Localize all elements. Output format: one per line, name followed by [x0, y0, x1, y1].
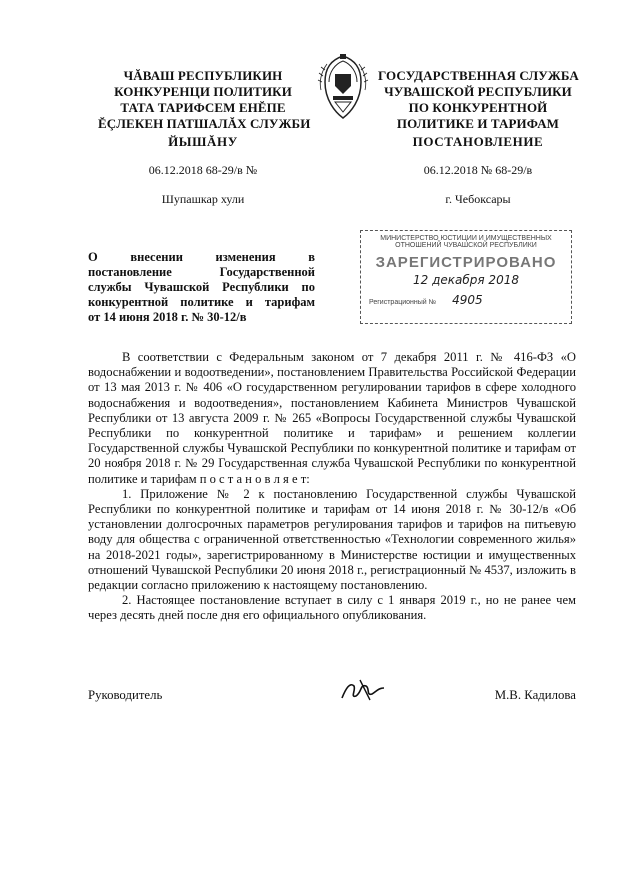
subject-line: постановление Государственной: [88, 265, 315, 279]
subject-line: от 14 июня 2018 г. № 30-12/в: [88, 310, 247, 324]
subject-line: службы Чувашской Республики по: [88, 280, 315, 294]
stamp-reg-number: 4905: [452, 293, 483, 307]
stamp-line: ОТНОШЕНИЙ ЧУВАШСКОЙ РЕСПУБЛИКИ: [395, 242, 537, 249]
stamp-date: 12 декабря 2018: [413, 273, 519, 287]
header-left-line: КОНКУРЕНЦИ ПОЛИТИКИ: [114, 84, 292, 99]
stamp-title: ЗАРЕГИСТРИРОВАНО: [375, 254, 557, 271]
header-left-line: ЧĂВАШ РЕСПУБЛИКИН: [123, 68, 283, 83]
chuvash-emblem: [313, 52, 373, 122]
date-number-right: 06.12.2018 № 68-29/в: [423, 163, 533, 177]
header-right-line: ПОЛИТИКЕ И ТАРИФАМ: [396, 116, 560, 131]
header-left: [98, 68, 311, 132]
doc-type-left: ЙЫШĂНУ: [168, 134, 238, 149]
paragraph: 2. Настоящее постановление вступает в силу с 1 января 2019 г., но не ранее чем через десять дней после дня его официального опубликования.: [88, 593, 576, 623]
stamp-line: МИНИСТЕРСТВО ЮСТИЦИИ И ИМУЩЕСТВЕННЫХ: [380, 235, 552, 242]
header-left-line: ĔÇЛЕКЕН ПАТШАЛĂХ СЛУЖБИ: [98, 116, 311, 131]
paragraph: В соответствии с Федеральным законом от 7 декабря 2011 г. № 416-ФЗ «О водоснабжении и водоотведении», постановлением Правительства Российской Федерации от 13 мая 2013 г. № 406 «О государственном регулировании тарифов в сфере холодного водоснабжения и водоотведения», постановлением Кабинета Министров Чувашской Республики от 13 августа 2009 г. № 265 «Вопросы Государственной службы Чувашской Республики по конкурентной политике и тарифам» и решением коллегии Государственной службы Чувашской Республики по конкурентной политике и тарифам от 20 ноября 2018 г. № 29 Государственная служба Чувашской Республики по конкурентной политике и тарифам п о с т а н о в л я е т:: [88, 350, 576, 486]
document-body: [88, 350, 576, 624]
subject-line: конкурентной политике и тарифам: [88, 295, 315, 309]
registration-stamp: [360, 230, 572, 324]
signature-mark: [336, 676, 396, 704]
emblem-icon: [313, 52, 373, 122]
signature-scribble-icon: [336, 676, 396, 704]
paragraph: 1. Приложение № 2 к постановлению Государственной службы Чувашской Республики по конкурентной политике и тарифам от 14 июня 2018 г. № 30-12/в «Об установлении долгосрочных параметров регулирования тарифов и тарифов на питьевую воду для общества с ограниченной ответственностью «Технологии современного жилья» на 2018-2021 годы», зарегистрированному в Министерстве юстиции и имущественных отношений Чувашской Республики 20 июня 2018 г., регистрационный № 4537, изложить в редакции согласно приложению к настоящему постановлению.: [88, 486, 576, 593]
signature-name: М.В. Кадилова: [494, 688, 576, 702]
city-right: г. Чебоксары: [445, 192, 511, 206]
city-left: Шупашкар хули: [161, 192, 245, 206]
header-right-line: ЧУВАШСКОЙ РЕСПУБЛИКИ: [384, 84, 572, 99]
header-left-line: ТАТА ТАРИФСЕМ ЕНĔПЕ: [120, 100, 286, 115]
header-right: [378, 68, 578, 132]
stamp-reg-label: Регистрационный №: [369, 299, 437, 306]
signature-position: Руководитель: [88, 688, 163, 702]
subject-line: О внесении изменения в: [88, 250, 315, 264]
document-subject: [88, 250, 315, 325]
date-number-left: 06.12.2018 68-29/в №: [148, 163, 258, 177]
header-right-line: ГОСУДАРСТВЕННАЯ СЛУЖБА: [378, 68, 579, 83]
doc-type-right: ПОСТАНОВЛЕНИЕ: [412, 134, 544, 149]
header-right-line: ПО КОНКУРЕНТНОЙ: [408, 100, 548, 115]
